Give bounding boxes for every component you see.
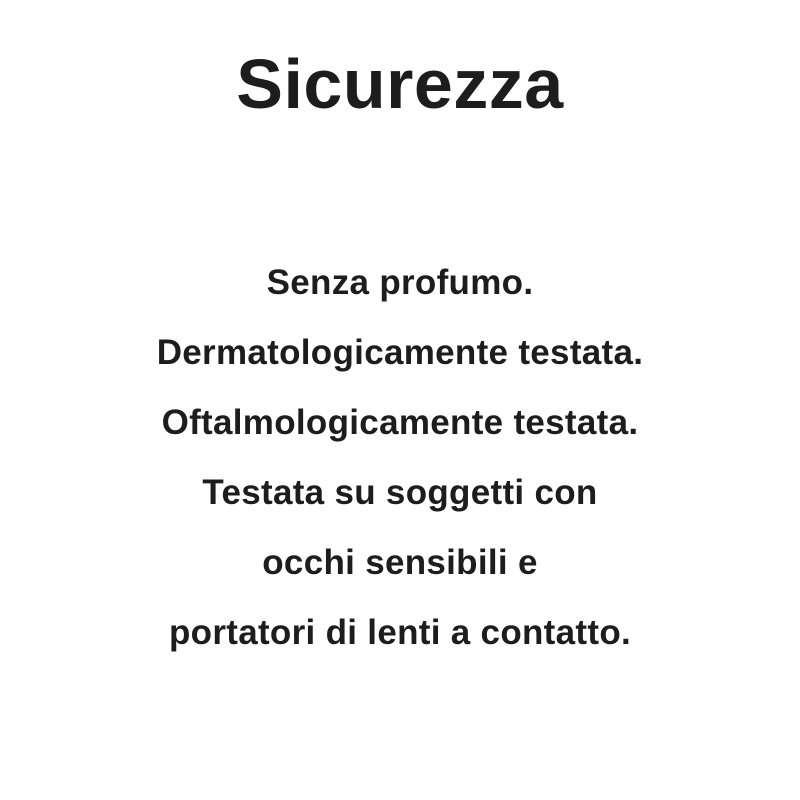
claim-line-contact-lens-wearers: portatori di lenti a contatto. (168, 612, 632, 652)
claim-line-sensitive-eyes: occhi sensibili e (262, 542, 538, 582)
claim-line-fragrance-free: Senza profumo. (266, 262, 534, 302)
page-title: Sicurezza (236, 45, 564, 123)
claim-line-ophthalmologically-tested: Oftalmologicamente testata. (161, 402, 639, 442)
claim-line-tested-on-subjects: Testata su soggetti con (202, 472, 598, 512)
safety-claims-block (0, 248, 800, 668)
claim-line-dermatologically-tested: Dermatologicamente testata. (156, 332, 644, 372)
